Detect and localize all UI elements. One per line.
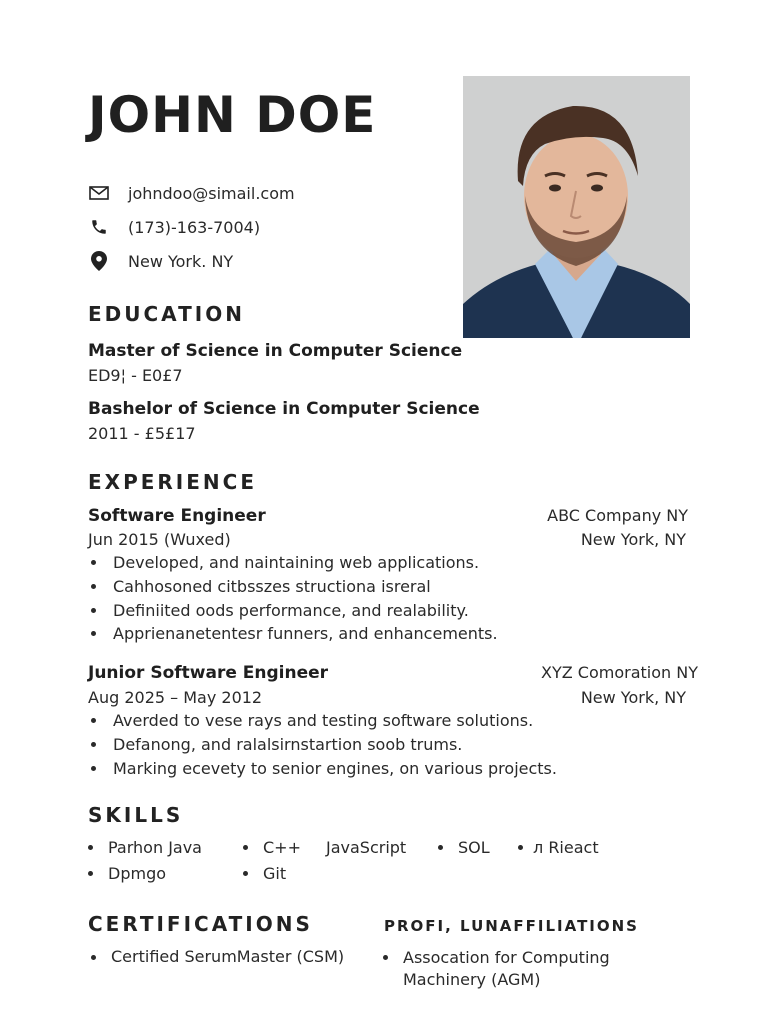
bullet-icon (243, 845, 248, 850)
job-bullets-2 (88, 709, 557, 780)
skill-item (438, 838, 490, 857)
skill-label: л Rieact (533, 838, 599, 857)
skill-label: Git (263, 864, 287, 883)
profile-photo (463, 76, 690, 338)
map-pin-icon (88, 250, 110, 272)
job-location-2: New York, NY (580, 688, 686, 707)
bullet-icon (88, 845, 93, 850)
skill-item (518, 838, 599, 857)
affiliation-item (380, 947, 610, 991)
job-dates-2: Aug 2025 – May 2012 (88, 688, 263, 707)
skill-item (326, 838, 406, 857)
portrait-image (463, 76, 690, 338)
certification-item (88, 947, 344, 966)
resume-name: JOHN DOE (88, 86, 377, 144)
bullet-icon (88, 871, 93, 876)
affiliation-label (403, 947, 610, 991)
certification-label: Certified SerumMaster (CSM) (111, 947, 345, 966)
skill-label: JavaScript (326, 838, 407, 857)
education-dates-2: 2011 - £5£17 (88, 424, 196, 443)
phone-icon (88, 216, 110, 238)
envelope-icon (88, 182, 110, 204)
skill-item (243, 838, 301, 857)
list-item: Apprienanetentesr funners, and enhancements. (88, 622, 498, 646)
affiliation-line-1: Assocation for Computing (403, 948, 610, 967)
contact-info (88, 176, 295, 278)
experience-heading: EXPERIENCE (88, 470, 257, 494)
job-bullets-1 (88, 551, 498, 646)
bullet-icon (383, 955, 388, 960)
location-text: New York. NY (128, 251, 234, 271)
email-row[interactable] (88, 176, 295, 210)
list-item: Averded to vese rays and testing software solutions. (88, 709, 557, 733)
job-company-1: ABC Company NY (547, 506, 688, 525)
list-item: Developed, and naintaining web applications. (88, 551, 498, 575)
skill-label: SOL (458, 838, 490, 857)
location-row (88, 244, 295, 278)
skill-label: Parhon Java (108, 838, 202, 857)
job-title-1: Software Engineer (88, 506, 266, 526)
skill-item (88, 864, 166, 883)
skill-item (243, 864, 286, 883)
job-title-2: Junior Software Engineer (88, 663, 329, 683)
phone-row[interactable] (88, 210, 295, 244)
affiliation-line-2: Machinery (AGM) (403, 970, 541, 989)
list-item: Cahhosoned citbsszes structiona isreral (88, 575, 498, 599)
job-company-2: XYZ Comoration NY (541, 663, 698, 682)
education-degree-1: Master of Science in Computer Science (88, 341, 463, 361)
certifications-heading: CERTIFICATIONS (88, 912, 313, 936)
education-degree-2: Bashelor of Science in Computer Science (88, 399, 480, 419)
phone-text: (173)-163-7004) (128, 217, 261, 237)
list-item: Marking ecevety to senior engines, on various projects. (88, 756, 557, 780)
job-location-1: New York, NY (580, 530, 686, 549)
education-dates-1: ED9¦ - E0£7 (88, 366, 183, 385)
affiliations-heading: PROFI, LUNAFFILIATIONS (384, 917, 639, 935)
job-dates-1: Jun 2015 (Wuxed) (88, 530, 231, 549)
education-heading: EDUCATION (88, 302, 245, 326)
skills-heading: SKILLS (88, 803, 184, 827)
bullet-icon (438, 845, 443, 850)
skill-item (88, 838, 202, 857)
list-item: Definiited oods performance, and realability. (88, 598, 498, 622)
email-text: johndoo@simail.com (128, 183, 295, 203)
bullet-icon (243, 871, 248, 876)
skill-label: C++ (263, 838, 301, 857)
bullet-icon (518, 845, 523, 850)
skill-label: Dpmgo (108, 864, 167, 883)
bullet-icon (91, 955, 96, 960)
list-item: Defanong, and ralalsirnstartion soob trums. (88, 733, 557, 757)
